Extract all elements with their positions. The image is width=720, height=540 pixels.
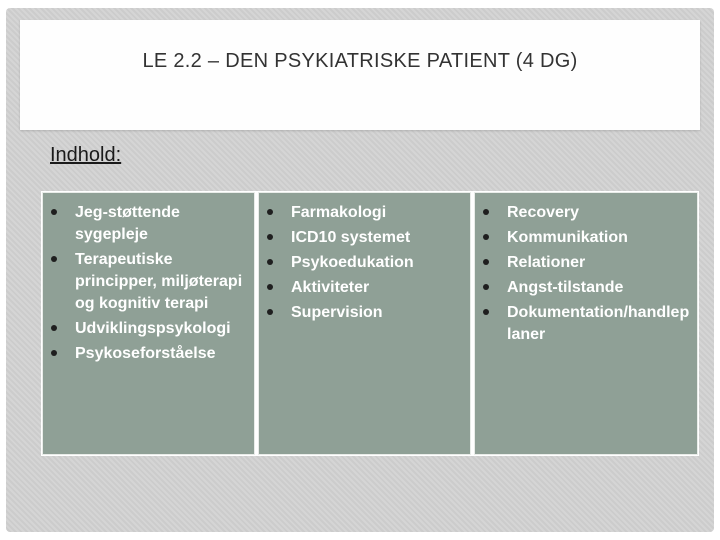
content-heading: Indhold: [50, 144, 122, 166]
list-item [291, 277, 464, 299]
list-item-text: Relationer [507, 254, 586, 271]
title-box [20, 20, 700, 130]
list-item [291, 252, 464, 274]
list-column-3 [475, 193, 697, 346]
bullet-icon [267, 259, 273, 265]
list-item-text: Recovery [507, 204, 580, 221]
list-item [507, 277, 691, 299]
bullet-icon [483, 259, 489, 265]
list-item [507, 202, 691, 224]
list-column-2 [259, 193, 470, 324]
content-table [41, 191, 699, 456]
slide-title: LE 2.2 – DEN PSYKIATRISKE PATIENT (4 DG) [142, 50, 578, 72]
list-column-1 [43, 193, 254, 365]
list-item [75, 318, 248, 340]
bullet-icon [483, 309, 489, 315]
bullet-icon [51, 350, 57, 356]
list-item-text: Angst-tilstande [507, 279, 624, 296]
list-item [291, 227, 464, 249]
list-item-text: Psykoseforståelse [75, 345, 216, 362]
list-item-text: Kommunikation [507, 229, 628, 246]
list-item [507, 302, 691, 346]
column-3 [474, 192, 698, 455]
bullet-icon [267, 209, 273, 215]
bullet-icon [267, 309, 273, 315]
list-item [75, 202, 248, 246]
list-item-text: Terapeutiske principper, miljøterapi og kognitiv terapi [75, 251, 243, 312]
bullet-icon [51, 256, 57, 262]
list-item-text: Supervision [291, 304, 383, 321]
list-item-text: Jeg-støttende sygepleje [75, 204, 180, 243]
bullet-icon [483, 284, 489, 290]
bullet-icon [483, 209, 489, 215]
list-item-text: Psykoedukation [291, 254, 414, 271]
bullet-icon [51, 209, 57, 215]
list-item-text: Dokumentation/handleplaner [507, 304, 690, 343]
bullet-icon [267, 284, 273, 290]
list-item [507, 252, 691, 274]
list-item-text: Aktiviteter [291, 279, 370, 296]
bullet-icon [483, 234, 489, 240]
list-item [291, 302, 464, 324]
list-item [291, 202, 464, 224]
bullet-icon [267, 234, 273, 240]
list-item [507, 227, 691, 249]
list-item [75, 249, 248, 315]
slide [6, 8, 714, 532]
column-1 [42, 192, 255, 455]
bullet-icon [51, 325, 57, 331]
list-item-text: Udviklingspsykologi [75, 320, 231, 337]
column-2 [258, 192, 471, 455]
list-item-text: ICD10 systemet [291, 229, 411, 246]
list-item [75, 343, 248, 365]
list-item-text: Farmakologi [291, 204, 387, 221]
